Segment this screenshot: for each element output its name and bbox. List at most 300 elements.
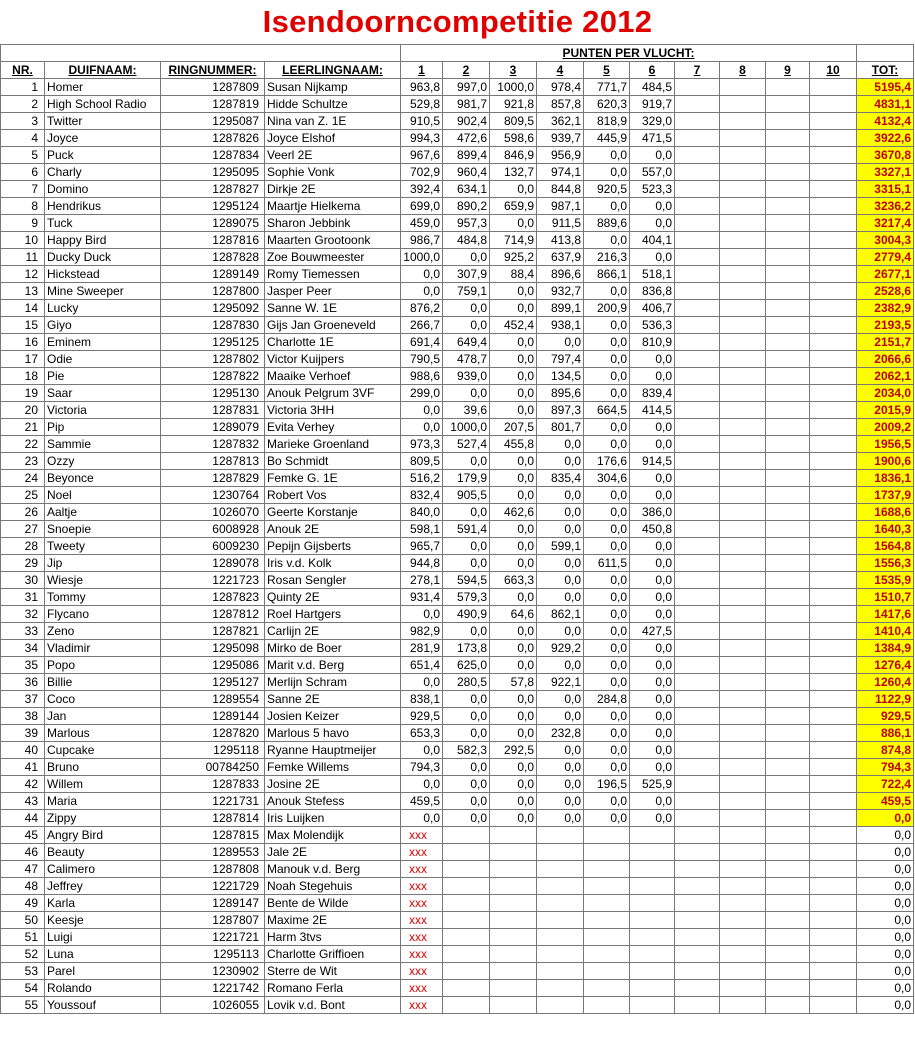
- row-empty-cell: [810, 929, 857, 946]
- row-empty-cell: [810, 946, 857, 963]
- row-nr: 18: [1, 368, 45, 385]
- row-empty-cell: [720, 725, 766, 742]
- row-empty-cell: [766, 606, 810, 623]
- row-total: 2677,1: [857, 266, 914, 283]
- row-total: 2009,2: [857, 419, 914, 436]
- row-empty-cell: [720, 538, 766, 555]
- row-score-flight-3: 921,8: [490, 96, 537, 113]
- page-title: Isendoorncompetitie 2012: [262, 4, 653, 39]
- row-empty-cell: [810, 521, 857, 538]
- row-score-flight-1: 973,3: [401, 436, 443, 453]
- row-score-flight-3: 1000,0: [490, 79, 537, 96]
- col-header-nr: NR.: [1, 62, 45, 79]
- row-total: 929,5: [857, 708, 914, 725]
- row-empty-cell: [675, 708, 720, 725]
- row-ringnummer: 1230764: [161, 487, 265, 504]
- row-empty-cell: [537, 827, 584, 844]
- table-row: [1, 351, 914, 368]
- row-duifnaam: Luigi: [45, 929, 161, 946]
- row-empty-cell: [675, 606, 720, 623]
- row-score-flight-3: 64,6: [490, 606, 537, 623]
- row-empty-cell: [720, 742, 766, 759]
- row-duifnaam: High School Radio: [45, 96, 161, 113]
- row-total: 2015,9: [857, 402, 914, 419]
- row-score-flight-3: 452,4: [490, 317, 537, 334]
- table-row: [1, 929, 914, 946]
- row-empty-cell: [766, 895, 810, 912]
- row-leerlingnaam: Josine 2E: [265, 776, 401, 793]
- row-empty-cell: [810, 419, 857, 436]
- punten-per-vlucht-header: PUNTEN PER VLUCHT:: [401, 45, 857, 62]
- row-empty-cell: [675, 198, 720, 215]
- row-ringnummer: 1287821: [161, 623, 265, 640]
- row-duifnaam: Jip: [45, 555, 161, 572]
- row-score-flight-6: 523,3: [630, 181, 675, 198]
- row-empty-cell: [584, 912, 630, 929]
- row-empty-cell: [443, 963, 490, 980]
- row-no-score-mark: xxx: [401, 929, 443, 946]
- row-ringnummer: 1295124: [161, 198, 265, 215]
- row-score-flight-4: 844,8: [537, 181, 584, 198]
- row-score-flight-3: 0,0: [490, 402, 537, 419]
- row-score-flight-3: 132,7: [490, 164, 537, 181]
- table-row: [1, 249, 914, 266]
- row-nr: 31: [1, 589, 45, 606]
- row-empty-cell: [720, 198, 766, 215]
- row-no-score-mark: xxx: [401, 997, 443, 1014]
- table-row: [1, 317, 914, 334]
- row-score-flight-6: 0,0: [630, 810, 675, 827]
- row-empty-cell: [720, 555, 766, 572]
- row-ringnummer: 1295092: [161, 300, 265, 317]
- row-empty-cell: [675, 164, 720, 181]
- row-duifnaam: Angry Bird: [45, 827, 161, 844]
- row-nr: 43: [1, 793, 45, 810]
- row-total: 1384,9: [857, 640, 914, 657]
- row-empty-cell: [810, 487, 857, 504]
- row-empty-cell: [766, 725, 810, 742]
- row-duifnaam: Sammie: [45, 436, 161, 453]
- row-score-flight-2: 759,1: [443, 283, 490, 300]
- row-empty-cell: [810, 589, 857, 606]
- row-empty-cell: [766, 181, 810, 198]
- row-score-flight-4: 835,4: [537, 470, 584, 487]
- row-score-flight-1: 598,1: [401, 521, 443, 538]
- row-ringnummer: 1230902: [161, 963, 265, 980]
- table-row: [1, 691, 914, 708]
- row-empty-cell: [537, 878, 584, 895]
- row-score-flight-3: 88,4: [490, 266, 537, 283]
- row-duifnaam: Parel: [45, 963, 161, 980]
- row-empty-cell: [490, 861, 537, 878]
- row-score-flight-3: 0,0: [490, 334, 537, 351]
- row-empty-cell: [810, 861, 857, 878]
- row-empty-cell: [720, 861, 766, 878]
- row-leerlingnaam: Noah Stegehuis: [265, 878, 401, 895]
- row-empty-cell: [766, 232, 810, 249]
- row-nr: 46: [1, 844, 45, 861]
- col-header-flight-7: 7: [675, 62, 720, 79]
- row-score-flight-1: 910,5: [401, 113, 443, 130]
- row-empty-cell: [766, 776, 810, 793]
- row-score-flight-2: 997,0: [443, 79, 490, 96]
- row-score-flight-4: 897,3: [537, 402, 584, 419]
- table-row: [1, 878, 914, 895]
- row-score-flight-2: 0,0: [443, 776, 490, 793]
- row-score-flight-2: 280,5: [443, 674, 490, 691]
- row-empty-cell: [537, 946, 584, 963]
- row-score-flight-5: 0,0: [584, 725, 630, 742]
- row-score-flight-2: 981,7: [443, 96, 490, 113]
- row-score-flight-1: 840,0: [401, 504, 443, 521]
- row-ringnummer: 1295127: [161, 674, 265, 691]
- row-empty-cell: [766, 334, 810, 351]
- row-score-flight-2: 905,5: [443, 487, 490, 504]
- row-empty-cell: [443, 827, 490, 844]
- row-empty-cell: [810, 759, 857, 776]
- row-duifnaam: Victoria: [45, 402, 161, 419]
- row-duifnaam: Hendrikus: [45, 198, 161, 215]
- row-score-flight-2: 634,1: [443, 181, 490, 198]
- row-empty-cell: [630, 895, 675, 912]
- row-score-flight-2: 39,6: [443, 402, 490, 419]
- table-row: [1, 657, 914, 674]
- row-score-flight-4: 0,0: [537, 436, 584, 453]
- table-row: [1, 538, 914, 555]
- row-empty-cell: [675, 147, 720, 164]
- row-score-flight-6: 0,0: [630, 198, 675, 215]
- row-empty-cell: [810, 623, 857, 640]
- row-ringnummer: 1221729: [161, 878, 265, 895]
- row-leerlingnaam: Rosan Sengler: [265, 572, 401, 589]
- row-leerlingnaam: Marit v.d. Berg: [265, 657, 401, 674]
- row-empty-cell: [720, 963, 766, 980]
- row-empty-cell: [810, 164, 857, 181]
- row-empty-cell: [810, 334, 857, 351]
- row-empty-cell: [766, 147, 810, 164]
- row-empty-cell: [720, 351, 766, 368]
- row-empty-cell: [490, 963, 537, 980]
- row-score-flight-2: 649,4: [443, 334, 490, 351]
- row-score-flight-4: 0,0: [537, 742, 584, 759]
- row-empty-cell: [675, 215, 720, 232]
- row-empty-cell: [537, 980, 584, 997]
- row-ringnummer: 1287820: [161, 725, 265, 742]
- row-empty-cell: [766, 691, 810, 708]
- col-header-flight-9: 9: [766, 62, 810, 79]
- row-leerlingnaam: Dirkje 2E: [265, 181, 401, 198]
- row-leerlingnaam: Gijs Jan Groeneveld: [265, 317, 401, 334]
- row-ringnummer: 1287830: [161, 317, 265, 334]
- row-score-flight-5: 889,6: [584, 215, 630, 232]
- table-row: [1, 215, 914, 232]
- row-score-flight-6: 0,0: [630, 725, 675, 742]
- row-empty-cell: [810, 79, 857, 96]
- row-duifnaam: Charly: [45, 164, 161, 181]
- row-duifnaam: Popo: [45, 657, 161, 674]
- row-leerlingnaam: Femke G. 1E: [265, 470, 401, 487]
- row-score-flight-3: 0,0: [490, 181, 537, 198]
- row-empty-cell: [810, 351, 857, 368]
- row-duifnaam: Noel: [45, 487, 161, 504]
- row-score-flight-4: 0,0: [537, 759, 584, 776]
- row-empty-cell: [675, 453, 720, 470]
- row-duifnaam: Joyce: [45, 130, 161, 147]
- row-empty-cell: [490, 997, 537, 1014]
- row-empty-cell: [630, 946, 675, 963]
- row-nr: 3: [1, 113, 45, 130]
- row-score-flight-2: 957,3: [443, 215, 490, 232]
- row-empty-cell: [810, 963, 857, 980]
- row-empty-cell: [766, 113, 810, 130]
- table-row: [1, 453, 914, 470]
- row-empty-cell: [675, 623, 720, 640]
- row-leerlingnaam: Victor Kuijpers: [265, 351, 401, 368]
- row-empty-cell: [810, 232, 857, 249]
- row-empty-cell: [490, 980, 537, 997]
- table-row: [1, 708, 914, 725]
- row-score-flight-6: 0,0: [630, 589, 675, 606]
- row-score-flight-6: 0,0: [630, 742, 675, 759]
- row-empty-cell: [810, 657, 857, 674]
- row-empty-cell: [766, 504, 810, 521]
- row-score-flight-4: 862,1: [537, 606, 584, 623]
- row-score-flight-3: 0,0: [490, 215, 537, 232]
- row-empty-cell: [766, 759, 810, 776]
- row-score-flight-2: 890,2: [443, 198, 490, 215]
- row-ringnummer: 1287808: [161, 861, 265, 878]
- row-empty-cell: [810, 385, 857, 402]
- row-total: 0,0: [857, 878, 914, 895]
- row-empty-cell: [675, 130, 720, 147]
- table-body: [1, 79, 914, 1014]
- row-leerlingnaam: Robert Vos: [265, 487, 401, 504]
- row-empty-cell: [720, 929, 766, 946]
- row-score-flight-1: 392,4: [401, 181, 443, 198]
- row-leerlingnaam: Harm 3tvs: [265, 929, 401, 946]
- row-nr: 19: [1, 385, 45, 402]
- row-score-flight-5: 0,0: [584, 436, 630, 453]
- row-nr: 47: [1, 861, 45, 878]
- row-empty-cell: [675, 368, 720, 385]
- row-duifnaam: Billie: [45, 674, 161, 691]
- row-empty-cell: [766, 436, 810, 453]
- row-total: 1260,4: [857, 674, 914, 691]
- row-empty-cell: [675, 351, 720, 368]
- row-ringnummer: 1295130: [161, 385, 265, 402]
- row-empty-cell: [584, 827, 630, 844]
- row-score-flight-4: 797,4: [537, 351, 584, 368]
- row-empty-cell: [675, 997, 720, 1014]
- table-row: [1, 334, 914, 351]
- table-row: [1, 742, 914, 759]
- row-total: 0,0: [857, 980, 914, 997]
- col-header-tot: TOT:: [857, 62, 914, 79]
- row-score-flight-2: 0,0: [443, 691, 490, 708]
- row-score-flight-6: 0,0: [630, 759, 675, 776]
- row-ringnummer: 1287815: [161, 827, 265, 844]
- row-score-flight-4: 0,0: [537, 572, 584, 589]
- row-duifnaam: Bruno: [45, 759, 161, 776]
- row-score-flight-5: 0,0: [584, 351, 630, 368]
- row-empty-cell: [443, 878, 490, 895]
- row-leerlingnaam: Susan Nijkamp: [265, 79, 401, 96]
- row-score-flight-2: 0,0: [443, 725, 490, 742]
- row-empty-cell: [720, 980, 766, 997]
- row-empty-cell: [720, 708, 766, 725]
- row-score-flight-1: 278,1: [401, 572, 443, 589]
- table-row: [1, 198, 914, 215]
- row-empty-cell: [630, 861, 675, 878]
- row-score-flight-1: 299,0: [401, 385, 443, 402]
- row-empty-cell: [810, 895, 857, 912]
- row-leerlingnaam: Marieke Groenland: [265, 436, 401, 453]
- row-empty-cell: [766, 283, 810, 300]
- row-empty-cell: [675, 79, 720, 96]
- row-ringnummer: 1287802: [161, 351, 265, 368]
- row-nr: 26: [1, 504, 45, 521]
- row-score-flight-4: 987,1: [537, 198, 584, 215]
- row-empty-cell: [675, 725, 720, 742]
- row-ringnummer: 1287819: [161, 96, 265, 113]
- row-score-flight-4: 134,5: [537, 368, 584, 385]
- row-total: 1510,7: [857, 589, 914, 606]
- row-score-flight-6: 0,0: [630, 368, 675, 385]
- row-total: 2382,9: [857, 300, 914, 317]
- row-score-flight-2: 0,0: [443, 453, 490, 470]
- row-score-flight-1: 790,5: [401, 351, 443, 368]
- row-empty-cell: [810, 215, 857, 232]
- row-empty-cell: [720, 334, 766, 351]
- row-empty-cell: [720, 419, 766, 436]
- row-total: 0,0: [857, 895, 914, 912]
- row-score-flight-5: 620,3: [584, 96, 630, 113]
- row-score-flight-2: 484,8: [443, 232, 490, 249]
- row-empty-cell: [720, 946, 766, 963]
- table-row: [1, 232, 914, 249]
- row-nr: 11: [1, 249, 45, 266]
- row-total: 3922,6: [857, 130, 914, 147]
- row-score-flight-5: 200,9: [584, 300, 630, 317]
- row-empty-cell: [766, 997, 810, 1014]
- row-duifnaam: Lucky: [45, 300, 161, 317]
- row-empty-cell: [675, 946, 720, 963]
- col-header-flight-10: 10: [810, 62, 857, 79]
- table-row: [1, 606, 914, 623]
- row-duifnaam: Coco: [45, 691, 161, 708]
- row-leerlingnaam: Iris Luijken: [265, 810, 401, 827]
- row-duifnaam: Eminem: [45, 334, 161, 351]
- row-empty-cell: [720, 368, 766, 385]
- row-total: 1836,1: [857, 470, 914, 487]
- row-score-flight-6: 414,5: [630, 402, 675, 419]
- table-row: [1, 368, 914, 385]
- row-score-flight-4: 637,9: [537, 249, 584, 266]
- table-row: [1, 640, 914, 657]
- row-score-flight-1: 982,9: [401, 623, 443, 640]
- row-nr: 14: [1, 300, 45, 317]
- row-no-score-mark: xxx: [401, 946, 443, 963]
- row-score-flight-6: 525,9: [630, 776, 675, 793]
- row-leerlingnaam: Marlous 5 havo: [265, 725, 401, 742]
- row-empty-cell: [490, 878, 537, 895]
- row-empty-cell: [675, 300, 720, 317]
- row-score-flight-5: 0,0: [584, 419, 630, 436]
- row-score-flight-5: 0,0: [584, 793, 630, 810]
- row-ringnummer: 1287807: [161, 912, 265, 929]
- row-score-flight-3: 0,0: [490, 776, 537, 793]
- row-duifnaam: Aaltje: [45, 504, 161, 521]
- table-row: [1, 79, 914, 96]
- row-empty-cell: [490, 929, 537, 946]
- row-score-flight-3: 809,5: [490, 113, 537, 130]
- row-empty-cell: [810, 572, 857, 589]
- row-empty-cell: [675, 419, 720, 436]
- row-duifnaam: Giyo: [45, 317, 161, 334]
- row-nr: 38: [1, 708, 45, 725]
- row-score-flight-2: 0,0: [443, 759, 490, 776]
- row-empty-cell: [810, 674, 857, 691]
- row-score-flight-4: 0,0: [537, 555, 584, 572]
- row-score-flight-6: 0,0: [630, 640, 675, 657]
- row-score-flight-5: 0,0: [584, 283, 630, 300]
- row-score-flight-3: 0,0: [490, 589, 537, 606]
- row-score-flight-6: 839,4: [630, 385, 675, 402]
- row-score-flight-3: 925,2: [490, 249, 537, 266]
- row-score-flight-1: 931,4: [401, 589, 443, 606]
- row-empty-cell: [675, 674, 720, 691]
- row-total: 2528,6: [857, 283, 914, 300]
- row-empty-cell: [720, 810, 766, 827]
- row-score-flight-1: 986,7: [401, 232, 443, 249]
- row-score-flight-4: 0,0: [537, 521, 584, 538]
- row-score-flight-3: 292,5: [490, 742, 537, 759]
- row-ringnummer: 1289147: [161, 895, 265, 912]
- row-total: 1556,3: [857, 555, 914, 572]
- row-score-flight-2: 0,0: [443, 538, 490, 555]
- row-score-flight-5: 0,0: [584, 759, 630, 776]
- row-empty-cell: [675, 691, 720, 708]
- row-nr: 30: [1, 572, 45, 589]
- row-duifnaam: Ducky Duck: [45, 249, 161, 266]
- row-duifnaam: Tommy: [45, 589, 161, 606]
- row-score-flight-3: 0,0: [490, 487, 537, 504]
- row-score-flight-4: 911,5: [537, 215, 584, 232]
- row-total: 886,1: [857, 725, 914, 742]
- row-empty-cell: [810, 640, 857, 657]
- row-empty-cell: [630, 997, 675, 1014]
- row-ringnummer: 6008928: [161, 521, 265, 538]
- row-empty-cell: [810, 283, 857, 300]
- row-score-flight-6: 0,0: [630, 793, 675, 810]
- row-total: 1737,9: [857, 487, 914, 504]
- row-empty-cell: [720, 793, 766, 810]
- row-empty-cell: [720, 96, 766, 113]
- row-duifnaam: Puck: [45, 147, 161, 164]
- row-score-flight-1: 0,0: [401, 742, 443, 759]
- row-total: 3004,3: [857, 232, 914, 249]
- row-nr: 27: [1, 521, 45, 538]
- row-leerlingnaam: Charlotte 1E: [265, 334, 401, 351]
- row-empty-cell: [720, 589, 766, 606]
- col-header-flight-4: 4: [537, 62, 584, 79]
- row-empty-cell: [675, 827, 720, 844]
- row-nr: 53: [1, 963, 45, 980]
- row-nr: 39: [1, 725, 45, 742]
- row-empty-cell: [810, 198, 857, 215]
- row-duifnaam: Hickstead: [45, 266, 161, 283]
- row-score-flight-5: 0,0: [584, 385, 630, 402]
